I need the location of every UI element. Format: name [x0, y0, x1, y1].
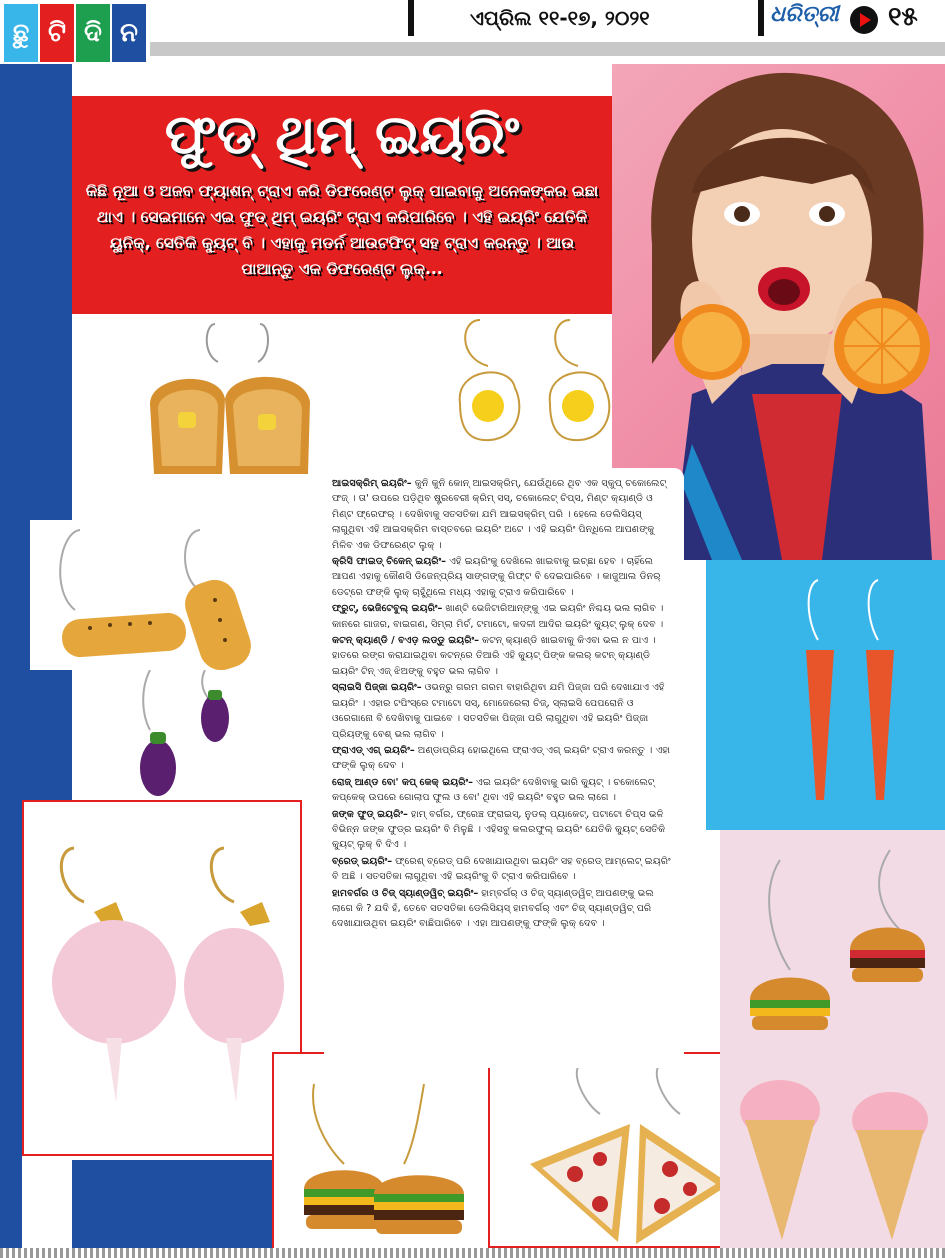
article-item [332, 775, 676, 806]
cotton-candy-earrings-photo [22, 800, 302, 1156]
pizza-earrings-photo [488, 1052, 744, 1248]
left-color-band [0, 64, 72, 804]
pizza-icon [490, 1054, 742, 1246]
icecream-burger-earrings-photo [720, 830, 945, 1250]
item-heading: ବ୍ରେଡ୍ ଇୟରିଂ– [332, 855, 393, 867]
left-color-band [0, 804, 22, 1258]
masthead [0, 0, 945, 64]
article-item [332, 601, 676, 632]
page-title: ଫୁଡ୍ ଥିମ୍ ଇୟରିଂ [164, 102, 520, 166]
item-text: କୁନି କୁନି କୋନ୍ ଆଇସକ୍ରିମ୍, ଯେଉଁଥିରେ ଥିବ ଏକ ସ୍କୁପ୍ ଚକୋଲେଟ୍ ଫଜ୍ । ତା' ଉପରେ ପଡ଼ିଥିବ ଷ୍ଟ୍ରବେରୀ କ୍ରିମ୍ ସସ୍, ଚକୋଲେଟ୍ ଚିପ୍ସ, ମିଣ୍ଟ କ୍ୟାଣ୍ଡି ଓ ମିଣ୍ଟ ଫ୍ରେଫର୍ । ଦେଖିବାକୁ ସତସତିକା ଯମି ଆଇସକ୍ରିମ୍ ପରି । ହେଲେ ଡେଲିସିୟସ୍ ଲାଗୁଥିବା ଏହି ଆଇସକ୍ରିମ ବାସ୍ତବରେ ଇୟରିଂ ଅଟେ । ଏହି ଇୟରିଂ ପିନ୍ଧିଲେ ଆପଣଙ୍କୁ ମିଳିବ ଏକ ଡିଫରେଣ୍ଟ ଲୁକ୍ । [332, 478, 667, 551]
carrot-earrings-photo [790, 570, 910, 820]
item-heading: ଫ୍ରାଏଡ୍ ଏଗ୍ ଇୟରିଂ– [332, 744, 415, 756]
article-item [332, 807, 676, 853]
page-number: ୧୫ [888, 2, 918, 32]
item-text: ଓଭନ୍‌ରୁ ଗରମ ଗରମ ବାହାରିଥିବା ଯମି ପିଜ୍ଜା ପରି ଦେଖାଯାଏ ଏହି ଇୟରିଂ । ଏହାର ଟପିଂସ୍‌ରେ ଟମାଟୋ ସସ୍, ମୋଜେରେଲା ଚିଜ୍, ସ୍ଲାଇସି ପେପରୋନି ଓ ଓରେଗାନୋ ବି ଦେଖିବାକୁ ପାଇବେ । ସତସତିକା ପିଜ୍ଜା ପରି ଲାଗୁଥିବା ଏହି ଇୟରିଂ ପିଜ୍ଜା ପ୍ରିୟଙ୍କୁ ବେଶ୍ ଭଲ ଲାଗିବ । [332, 682, 665, 740]
header-divider [758, 0, 764, 36]
item-heading: ଜଙ୍କ ଫୁଡ୍ ଇୟରିଂ– [332, 808, 408, 820]
article-body [324, 468, 684, 1068]
item-text: ଏହି ଇୟରିଂକୁ ଦେଖିଲେ ଖାଇବାକୁ ଇଚ୍ଛା ହେବ । ଚାହିଁଲେ ଆପଣ ଏହାକୁ କୌଣସି ଡିଜେନ୍‌ପ୍ରିୟ ସାଙ୍ଗଙ୍କୁ ଗିଫ୍ଟ ବି ଦେଇପାରିବେ । କାଜୁଆଲ ଡିନର୍ ଡେଟ୍‌ରେ ଫଙ୍କି ଲୁକ୍ ଚାହୁଁଥିଲେ ମଧ୍ୟ ଏହାକୁ ଟ୍ରାଏ କରିପାରିବେ । [332, 556, 661, 598]
paper-logo: ଧରିତ୍ରୀ [770, 2, 839, 27]
item-heading: କ୍ରିସି ଫାଇଡ୍ ଚିକେନ୍ ଇୟରିଂ– [332, 556, 446, 568]
item-text: ଏଇ ଇୟରିଂ ଦେଖିବାକୁ ଭାରି କ୍ୟୁଟ୍ । ଚକୋଲେଟ୍ କପ୍‌କେକ୍ ଉପରେ ଗୋଲାପ ଫୁଲ ଓ ବୋ' ଥିବା ଏହି ଇୟରିଂ ବହୁତ ଭଲ ଲାଗେ । [332, 776, 655, 804]
bread-earrings-photo [30, 520, 272, 670]
item-heading: ହାମବର୍ଗର ଓ ଚିଜ୍ ସ୍ୟାଣ୍ଡୱିଚ୍ ଇୟରିଂ– [332, 887, 479, 899]
item-text: କଟନ୍ କ୍ୟାଣ୍ଡି ଖାଇବାକୁ କିଏବା ଭଲ ନ ପାଏ । ହାତରେ ରଙ୍ଗ କରାଯାଇଥିବା କଟନ୍‌ରେ ତିଆରି ଏହି କ୍ୟୁଟ୍ ପିଙ୍କ କଲର୍ କଟନ୍ କ୍ୟାଣ୍ଡି ଇୟରିଂ ଟିନ୍ ଏଜ୍ ଝିଅଙ୍କୁ ବହୁତ ଭଲ ଲାଗିବ । [332, 635, 656, 677]
bread-icon [30, 520, 272, 670]
article-item [332, 886, 676, 932]
item-text: ଅଣ୍ଡାପ୍ରିୟ ହୋଇଥିଲେ ଫ୍ରାଏଡ୍ ଏଗ୍ ଇୟରିଂ ଟ୍ରାଏ କରନ୍ତୁ । ଏହା ଫଙ୍କି ଲୁକ୍ ଦେବ । [332, 744, 671, 772]
section-tile-3: ଦି [76, 4, 110, 62]
item-text: ଖାଣ୍ଟି ଭେଜିଟାରିଆନ୍‌ଙ୍କୁ ଏଇ ଇୟରିଂ ନିଶ୍ଚୟ ଭଲ ଲାଗିବ । କାନରେ ଗାଜର, ବାଇଗଣ, ସିମ୍ଲା ମିର୍ଚ, ଟମାଟୋ, କଦଳୀ ଆଦିର ଇୟରିଂ କ୍ୟୁଟ୍ ଲୁକ୍ ଦେବ । [332, 603, 664, 630]
item-heading: ରୋଜ୍ ଆଣ୍ଡ ବୋ' କପ୍ କେକ୍ ଇୟରିଂ– [332, 776, 473, 788]
article-item [332, 633, 676, 679]
article-item [332, 854, 676, 885]
section-tile-2: ଟି [40, 4, 74, 62]
fried-egg-icon [440, 308, 620, 468]
article-item [332, 476, 676, 553]
item-text: ହାମ୍‌ବର୍ଗର୍ ଓ ଚିଜ୍ ସ୍ୟାଣ୍ଡୱିଚ୍ ଆପଣଙ୍କୁ ଭଲ ଲାଗେ କି ? ଯଦି ହଁ, ତେବେ ସତସତିକା ଡେଲିସିୟସ୍ ହାମବର୍ଗର୍ ଏବଂ ଚିଜ୍ ସ୍ୟାଣ୍ଡୱିଚ୍ ପରି ଦେଖାଯାଉଥିବା ଇୟରିଂ ବାଛିପାରିବେ । ଏହା ଆପଣଙ୍କୁ ଫଙ୍କି ଲୁକ୍ ଦେବ । [332, 887, 654, 930]
burger-icon [274, 1054, 488, 1256]
eggplant-earrings-photo [120, 670, 240, 800]
issue-date: ଏପ୍ରିଲ ୧୧-୧୭, ୨୦୨୧ [470, 6, 650, 30]
bottom-color-band [72, 1160, 282, 1258]
item-heading: ଆଇସକ୍ରିମ୍ ଇୟରିଂ– [332, 478, 412, 489]
item-text: ହାମ୍ ବର୍ଗର, ଫ୍ରେଞ୍ଚ ଫ୍ରାଇସ୍, ନୁଡଲ୍ ପ୍ୟାକେଟ୍, ପଟାଟୋ ଚିପ୍ସ ଭଳି ବିଭିନ୍ନ ଜଙ୍କ ଫୁଡ୍‌ର ଇୟରିଂ ବି ମିଳୁଛି । ଏହିସବୁ କଲରଫୁଲ୍ ଇୟରିଂ ଯେତିକି କ୍ୟୁଟ୍ ସେତିକି କ୍ୟୁଟ୍ ଲୁକ୍ ବି ଦିଏ । [332, 808, 666, 851]
header-divider [408, 0, 414, 36]
header-rule [150, 42, 945, 56]
item-heading: କଟନ୍ କ୍ୟାଣ୍ଡି / ବଏଡ଼ ଲଡ୍ଡୁ ଇୟରିଂ– [332, 635, 479, 647]
article-item [332, 743, 676, 774]
section-tile-1: ଛୁ [4, 4, 38, 62]
ice-cream-cone-icon [720, 830, 945, 1250]
cotton-candy-icon [24, 802, 300, 1154]
burger-earrings-photo [272, 1052, 490, 1258]
fried-egg-earrings-photo [440, 308, 620, 468]
toast-icon [140, 314, 330, 484]
eggplant-icon [120, 670, 240, 800]
title-block [72, 96, 612, 314]
item-text: ଫ୍ରେଶ୍ ବ୍ରେଡ୍ ପରି ଦେଖାଯାଉଥିବା ଇୟରିଂ ସହ ବ୍ରେଡ୍ ଆମ୍‌ଲେଟ୍ ଇୟରିଂ ବି ଅଛି । ସତସତିକା ଲାଗୁଥିବା ଏହି ଇୟରିଂକୁ ବି ଟ୍ରାଏ କରିପାରିବେ । [332, 855, 671, 883]
section-tile-4: ନ [112, 4, 146, 62]
toast-earrings-photo [140, 314, 330, 484]
article-item [332, 554, 676, 600]
item-heading: ସ୍ଲାଇସି ପିଜ୍ଜା ଇୟରିଂ– [332, 682, 422, 694]
carrot-icon [790, 570, 910, 820]
item-heading: ଫ୍ରୁଟ୍, ଭେଜିଟେବୁଲ୍ ଇୟରିଂ– [332, 603, 443, 615]
intro-text: କିଛି ନୂଆ ଓ ଅଜବ ଫ୍ୟାଶନ୍ ଟ୍ରାଏ କରି ଡିଫରେଣ୍ଟ ଲୁକ୍ ପାଇବାକୁ ଅନେକଙ୍କର ଇଛା ଥାଏ । ସେଇମାନେ ଏଇ ଫୁଡ୍ ଥିମ୍ ଇୟରିଂ ଟ୍ରାଏ କରିପାରିବେ । ଏହି ଇୟରିଂ ଯେତିକି ୟୁନିକ୍, ସେତିକି କ୍ୟୁଟ୍ ବି । ଏହାକୁ ମଡର୍ନ ଆଉଟଫିଟ୍ ସହ ଟ୍ରାଏ କରନ୍ତୁ । ଆଉ ପାଆନ୍ତୁ ଏକ ଡିଫରେଣ୍ଟ ଲୁକ୍... [85, 182, 599, 278]
article-item [332, 680, 676, 742]
play-icon [850, 6, 878, 34]
bottom-rule [0, 1248, 945, 1258]
